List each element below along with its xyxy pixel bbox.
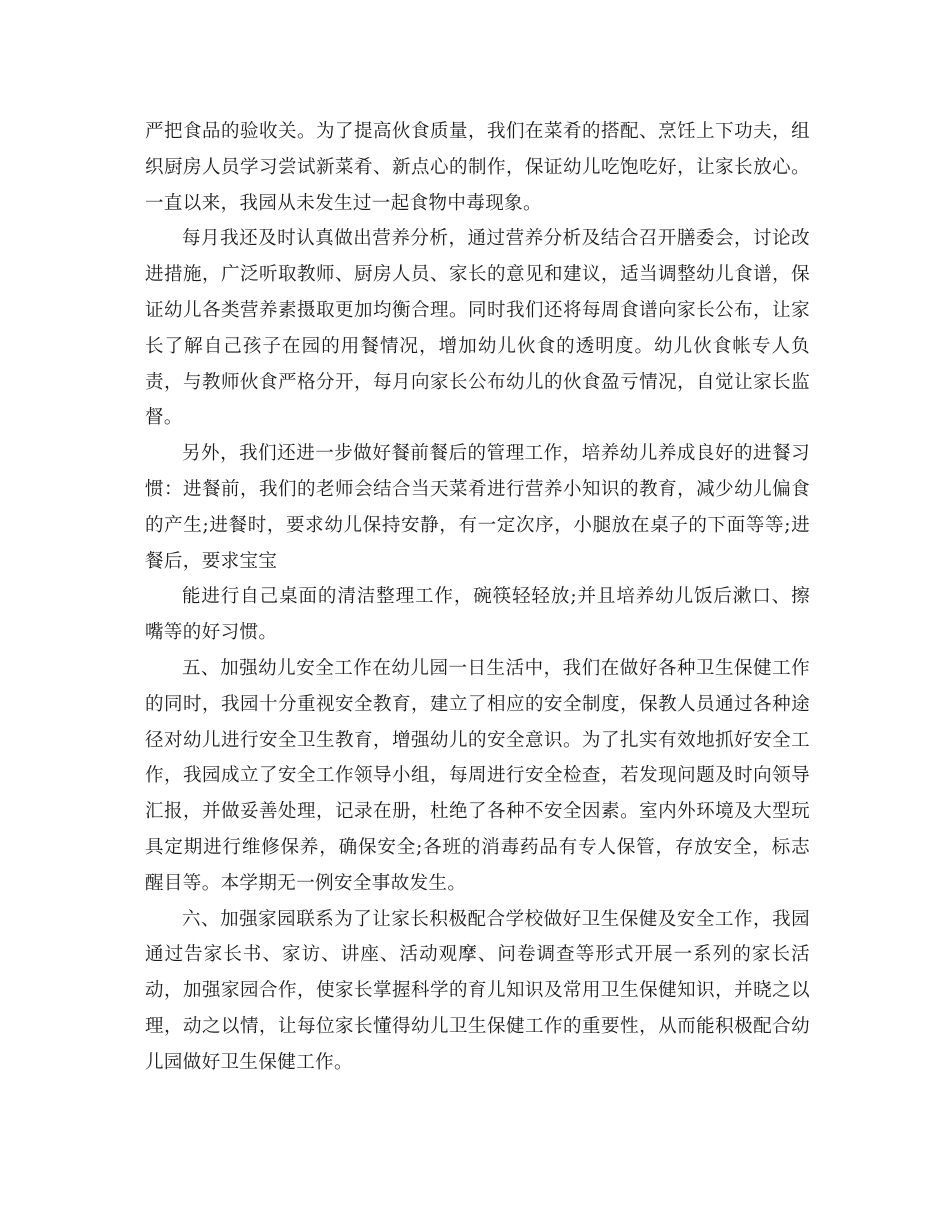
paragraph-2: 每月我还及时认真做出营养分析，通过营养分析及结合召开膳委会，讨论改进措施，广泛听取教师、厨房人员、家长的意见和建议，适当调整幼儿食谱，保证幼儿各类营养素摄取更加均衡合理。同时我们还将每周食谱向家长公布，让家长了解自己孩子在园的用餐情况，增加幼儿伙食的透明度。幼儿伙食帐专人负责，与教师伙食严格分开，每月向家长公布幼儿的伙食盈亏情况，自觉让家长监督。 [145, 228, 810, 429]
paragraph-3: 另外，我们还进一步做好餐前餐后的管理工作，培养幼儿养成良好的进餐习惯：进餐前，我们的老师会结合当天菜肴进行营养小知识的教育，减少幼儿偏食的产生;进餐时，要求幼儿保持安静，有一定次序，小腿放在桌子的下面等等;进餐后，要求宝宝 [145, 443, 810, 572]
document-body [145, 114, 810, 1081]
paragraph-1: 严把食品的验收关。为了提高伙食质量，我们在菜肴的搭配、烹饪上下功夫，组织厨房人员学习尝试新菜肴、新点心的制作，保证幼儿吃饱吃好，让家长放心。一直以来，我园从未发生过一起食物中毒现象。 [145, 121, 810, 214]
paragraph-4: 能进行自己桌面的清洁整理工作，碗筷轻轻放;并且培养幼儿饭后漱口、擦嘴等的好习惯。 [145, 586, 810, 644]
paragraph-5: 五、加强幼儿安全工作在幼儿园一日生活中，我们在做好各种卫生保健工作的同时，我园十分重视安全教育，建立了相应的安全制度，保教人员通过各种途径对幼儿进行安全卫生教育，增强幼儿的安全意识。为了扎实有效地抓好安全工作，我园成立了安全工作领导小组，每周进行安全检查，若发现问题及时向领导汇报，并做妥善处理，记录在册，杜绝了各种不安全因素。室内外环境及大型玩具定期进行维修保养，确保安全;各班的消毒药品有专人保管，存放安全，标志醒目等。本学期无一例安全事故发生。 [145, 657, 810, 894]
paragraph-6: 六、加强家园联系为了让家长积极配合学校做好卫生保健及安全工作，我园通过告家长书、家访、讲座、活动观摩、问卷调查等形式开展一系列的家长活动，加强家园合作，使家长掌握科学的育儿知识及常用卫生保健知识，并晓之以理，动之以情，让每位家长懂得幼儿卫生保健工作的重要性，从而能积极配合幼儿园做好卫生保健工作。 [145, 908, 810, 1073]
